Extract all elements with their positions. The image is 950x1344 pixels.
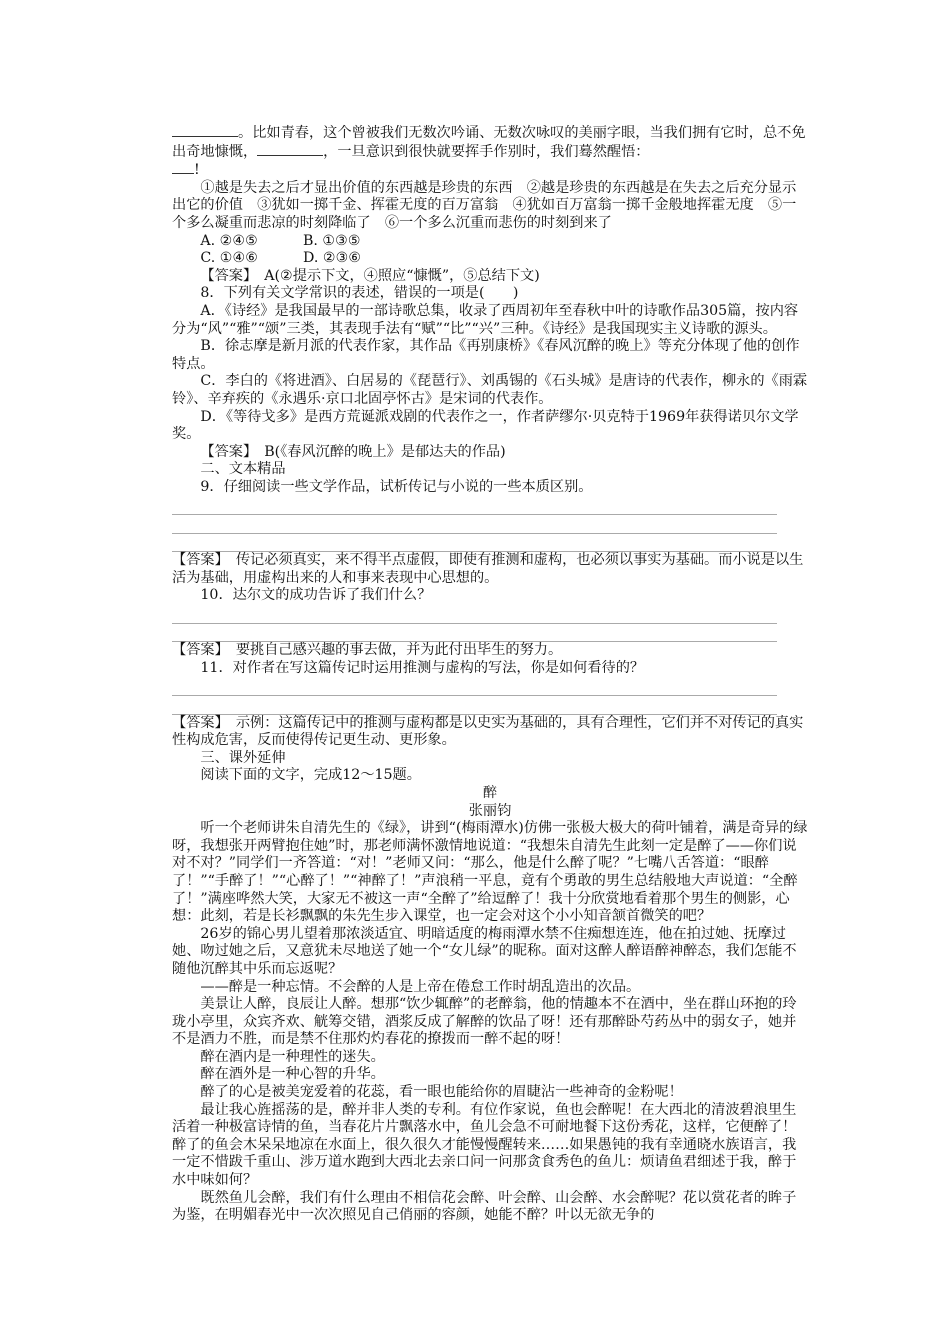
essay-title: 醉 <box>482 784 498 801</box>
essay-paragraph: 听一个老师讲朱自清先生的《绿》，讲到“(梅雨潭水)仿佛一张极大极大的荷叶铺着，满是奇异的绿呀，我想张开两臂抱住她”时，那老师满怀激情地说道：“我想朱自清先生此刻一定是醉了——你们说对不对？”同学们一齐答道：“对！”老师又问：“那么，他是什么醉了呢？”七嘴八舌答道：“眼醉了！”“手醉了！”“心醉了！”“神醉了！”声浪稍一平息，竟有个勇敢的男生总结般地大声说道：“全醉了！”满座哗然大笑，大家无不被这一声“全醉了”给逗醉了！我十分欣赏地看着那个男生的侧影，心想：此刻，若是长衫飘飘的朱先生步入课堂，也一定会对这个小小知音颔首微笑的吧？ <box>172 820 808 925</box>
document-page <box>172 124 808 1225</box>
essay-paragraph: ——醉是一种忘情。不会醉的人是上帝在倦怠工作时胡乱造出的次品。 <box>200 978 641 995</box>
answer-line <box>172 515 777 534</box>
answer-line <box>172 624 777 643</box>
q7-choices-row1 <box>172 233 808 251</box>
answer-line <box>172 496 777 515</box>
reading-intro: 阅读下面的文字，完成12～15题。 <box>200 767 421 784</box>
intro-text-2: ，一旦意识到很快就要挥手作别时，我们蓦然醒悟： <box>323 143 650 160</box>
choice-a: A. ②④⑤ <box>200 232 258 249</box>
q8-option-a: A．《诗经》是我国最早的一部诗歌总集，收录了西周初年至春秋中叶的诗歌作品305篇，按内容分为“风”“雅”“颂”三类，其表现手法有“赋”“比”“兴”三种。《诗经》是我国现实主义诗歌的源头。 <box>172 302 799 337</box>
essay-paragraph: 26岁的锦心男儿望着那浓淡适宜、明暗适度的梅雨潭水禁不住痴想连连，他在拍过她、抚摩过她、吻过她之后，又意犹未尽地送了她一个“女儿绿”的昵称。面对这醉人醉语醉神醉态，我们怎能不随他沉醉其中乐而忘返呢？ <box>172 925 797 977</box>
q8-option-d: D．《等待戈多》是西方荒诞派戏剧的代表作之一，作者萨缪尔·贝克特于1969年获得诺贝尔文学奖。 <box>172 408 799 443</box>
q8-option-c: C．李白的《将进酒》、白居易的《琵琶行》、刘禹锡的《石头城》是唐诗的代表作，柳永的《雨霖铃》、辛弃疾的《永遇乐·京口北固亭怀古》是宋词的代表作。 <box>172 373 808 407</box>
q8-answer: 【答案】 B(《春风沉醉的晚上》是郁达夫的作品) <box>200 443 506 460</box>
q11-answer: 【答案】 示例：这篇传记中的推测与虚构都是以史实为基础的，具有合理性，它们并不对传记的真实性构成危害，反而使得传记更生动、更形象。 <box>172 714 804 749</box>
q10-answer: 【答案】 要挑自己感兴趣的事去做，并为此付出毕生的努力。 <box>172 642 563 659</box>
answer-line <box>172 696 777 715</box>
fill-blank-1 <box>172 124 238 137</box>
essay-paragraph: 醉在酒内是一种理性的迷失。 <box>200 1048 385 1065</box>
q7-options-text: ①越是失去之后才显出价值的东西越是珍贵的东西 ②越是珍贵的东西越是在失去之后充分显示出它的价值 ③犹如一掷千金、挥霍无度的百万富翁 ④犹如百万富翁一掷千金般地挥霍无度 ⑤一个多么凝重而悲凉的时刻降临了 ⑥一个多么沉重而悲伤的时刻到来了 <box>172 179 797 231</box>
choice-b: B. ①③⑤ <box>302 232 361 249</box>
q9-answer: 【答案】 传记必须真实，来不得半点虚假，即使有推测和虚构，也必须以事实为基础。而小说是以生活为基础，用虚构出来的人和事来表现中心思想的。 <box>172 552 804 586</box>
answer-line <box>172 534 777 553</box>
exclaim: ! <box>194 162 200 179</box>
intro-text-1: 。比如青春，这个曾被我们无数次吟诵、无数次咏叹的美丽字眼，当我们拥有它时，总不免出奇地慷慨， <box>172 125 806 160</box>
essay-author: 张丽钧 <box>468 802 512 819</box>
q7-answer: 【答案】 A(②提示下文，④照应“慷慨”，⑤总结下文) <box>200 267 540 284</box>
essay-paragraph: 醉了的心是被美宠爱着的花蕊，看一眼也能给你的眉睫沾一些神奇的金粉呢！ <box>200 1084 683 1101</box>
answer-line <box>172 605 777 624</box>
essay-paragraph: 既然鱼儿会醉，我们有什么理由不相信花会醉、叶会醉、山会醉、水会醉呢？花以赏花者的眸子为鉴，在明媚春光中一次次照见自己俏丽的容颜，她能不醉？叶以无欲无争的 <box>172 1189 797 1224</box>
q8-option-b: B．徐志摩是新月派的代表作家，其作品《再别康桥》《春风沉醉的晚上》等充分体现了他的创作特点。 <box>172 338 800 372</box>
q9-question: 9．仔细阅读一些文学作品，试析传记与小说的一些本质区别。 <box>200 478 593 495</box>
q8-question: 8．下列有关文学常识的表述，错误的一项是( ) <box>200 285 519 302</box>
answer-line <box>172 677 777 696</box>
fill-blank-2 <box>257 143 323 156</box>
fill-blank-3 <box>172 161 194 174</box>
essay-paragraph: 醉在酒外是一种心智的升华。 <box>200 1066 385 1083</box>
essay-paragraph: 美景让人醉，良辰让人醉。想那“饮少辄醉”的老醉翁，他的情趣本不在酒中，坐在群山环抱的玲珑小亭里，众宾齐欢、觥筹交错，酒浆反成了解醉的饮品了呀！还有那醉卧芍药丛中的弱女子，她并不是酒力不胜，而是禁不住那灼灼春花的撩拨而一醉不起的呀！ <box>172 996 797 1048</box>
q11-question: 11．对作者在写这篇传记时运用推测与虚构的写法，你是如何看待的？ <box>200 659 645 676</box>
intro-line <box>172 124 808 161</box>
choice-d: D. ②③⑥ <box>303 250 362 267</box>
q10-question: 10．达尔文的成功告诉了我们什么？ <box>200 587 432 604</box>
intro-line-2 <box>172 161 808 180</box>
choice-c: C. ①④⑥ <box>200 250 258 267</box>
q7-choices-row2 <box>172 250 808 268</box>
section-2-heading: 二、文本精品 <box>200 461 286 478</box>
essay-paragraph: 最让我心旌摇荡的是，醉并非人类的专利。有位作家说，鱼也会醉呢！在大西北的清波碧浪里生活着一种极富诗情的鱼，当春花片片飘落水中，鱼儿会急不可耐地餐下这份秀花，这样，它便醉了！醉了的鱼会木呆呆地凉在水面上，很久很久才能慢慢醒转来……如果愚钝的我有幸通晓水族语言，我一定不惜跋千重山、涉万道水跑到大西北去亲口问一问那贪食秀色的鱼儿：烦请鱼君细述于我，醉于水中味如何？ <box>172 1101 797 1189</box>
section-3-heading: 三、课外延伸 <box>200 749 286 766</box>
